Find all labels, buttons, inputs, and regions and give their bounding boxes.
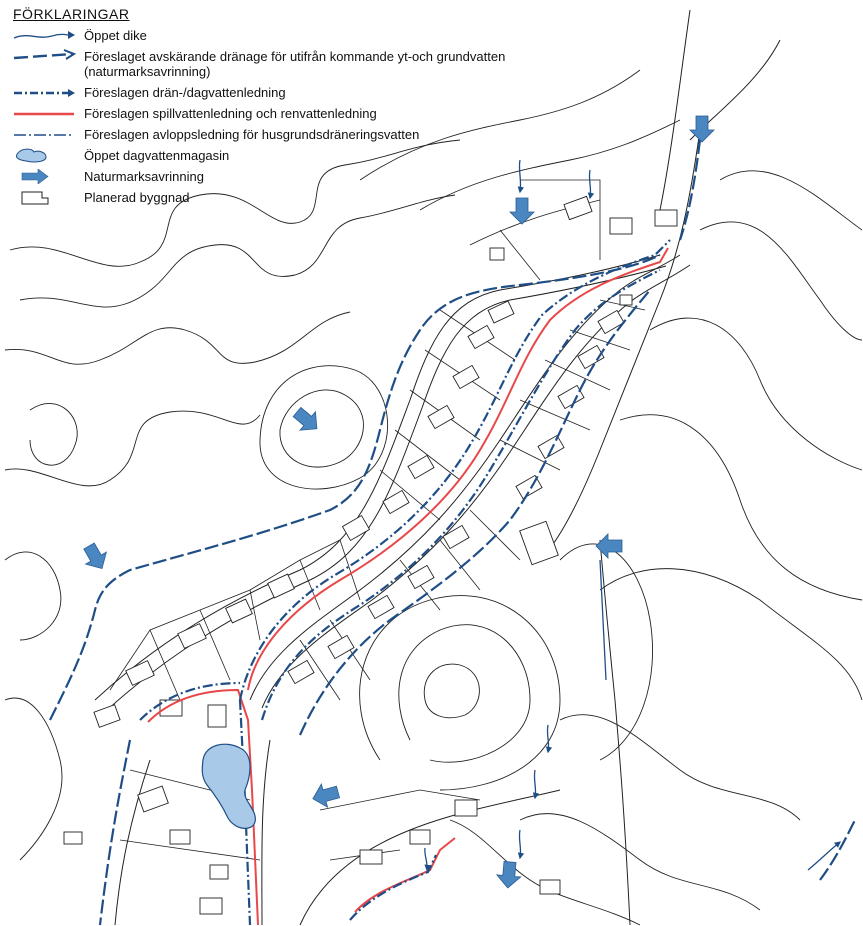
legend-item-dranage xyxy=(8,49,508,79)
legend-item-dagvatten xyxy=(8,85,508,100)
sewer-symbol-icon xyxy=(8,106,78,121)
legend-label: Föreslagen avloppsledning för husgrundsdräneringsvatten xyxy=(84,127,420,142)
foundation-drain-symbol-icon xyxy=(8,127,78,142)
legend-label: Öppet dike xyxy=(84,28,147,43)
legend-label: Planerad byggnad xyxy=(84,190,190,205)
legend-label: Föreslagen spillvattenledning och renvattenledning xyxy=(84,106,377,121)
legend-item-dike xyxy=(8,28,508,43)
ditch-symbol-icon xyxy=(8,28,78,43)
legend-item-avlopp xyxy=(8,127,508,142)
building-icon xyxy=(64,196,677,914)
legend-label: Föreslaget avskärande dränage för utifrån kommande yt-och grundvatten (naturmarksavrinning) xyxy=(84,49,506,79)
runoff-arrow-symbol-icon xyxy=(8,169,78,184)
pond-symbol-icon xyxy=(8,148,78,163)
legend-item-naturmark xyxy=(8,169,508,184)
drainage-symbol-icon xyxy=(8,49,78,64)
legend-item-byggnad xyxy=(8,190,508,205)
legend-label: Naturmarksavrinning xyxy=(84,169,204,184)
stormwater-symbol-icon xyxy=(8,85,78,100)
legend xyxy=(8,6,508,211)
lot-lines xyxy=(110,180,645,860)
legend-title: FÖRKLARINGAR xyxy=(13,6,130,22)
legend-label: Öppet dagvattenmagasin xyxy=(84,148,230,163)
stormwater-pipes xyxy=(140,240,670,925)
legend-item-magasin xyxy=(8,148,508,163)
pond-icon xyxy=(202,744,255,828)
building-symbol-icon xyxy=(8,190,78,205)
legend-label: Föreslagen drän-/dagvattenledning xyxy=(84,85,286,100)
legend-item-spillvatten xyxy=(8,106,508,121)
